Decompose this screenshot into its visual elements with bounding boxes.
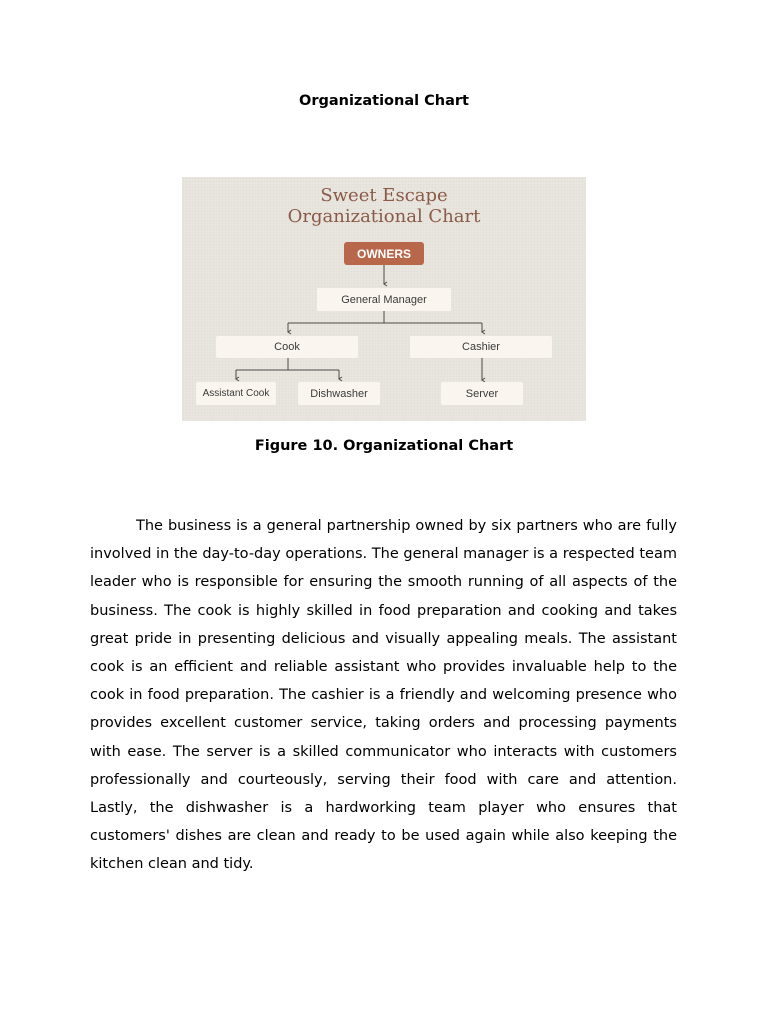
org-chart-figure <box>182 177 586 421</box>
owners-node: OWNERS <box>344 242 424 265</box>
assistant-cook-node: Assistant Cook <box>196 382 276 405</box>
cook-node: Cook <box>216 336 358 358</box>
figure-caption: Figure 10. Organizational Chart <box>254 438 514 454</box>
server-node: Server <box>441 382 523 405</box>
cashier-node: Cashier <box>410 336 552 358</box>
general-manager-node: General Manager <box>317 288 451 311</box>
chart-title-line2: Organizational Chart <box>287 206 481 227</box>
page-title: Organizational Chart <box>299 93 469 109</box>
chart-title-line1: Sweet Escape <box>320 185 448 206</box>
dishwasher-node: Dishwasher <box>298 382 380 405</box>
body-paragraph: The business is a general partnership owned by six partners who are fully involved in the day-to-day operations. The general manager is a respected team leader who is responsible for ensuring the smooth running of all aspects of the business. The cook is highly skilled in food preparation and cooking and takes great pride in presenting delicious and visually appealing meals. The assistant cook is an efficient and reliable assistant who provides invaluable help to the cook in food preparation. The cashier is a friendly and welcoming presence who provides excellent customer service, taking orders and processing payments with ease. The server is a skilled communicator who interacts with customers professionally and courteously, serving their food with care and attention. Lastly, the dishwasher is a hardworking team player who ensures that customers' dishes are clean and ready to be used again while also keeping the kitchen clean and tidy. <box>90 518 677 873</box>
